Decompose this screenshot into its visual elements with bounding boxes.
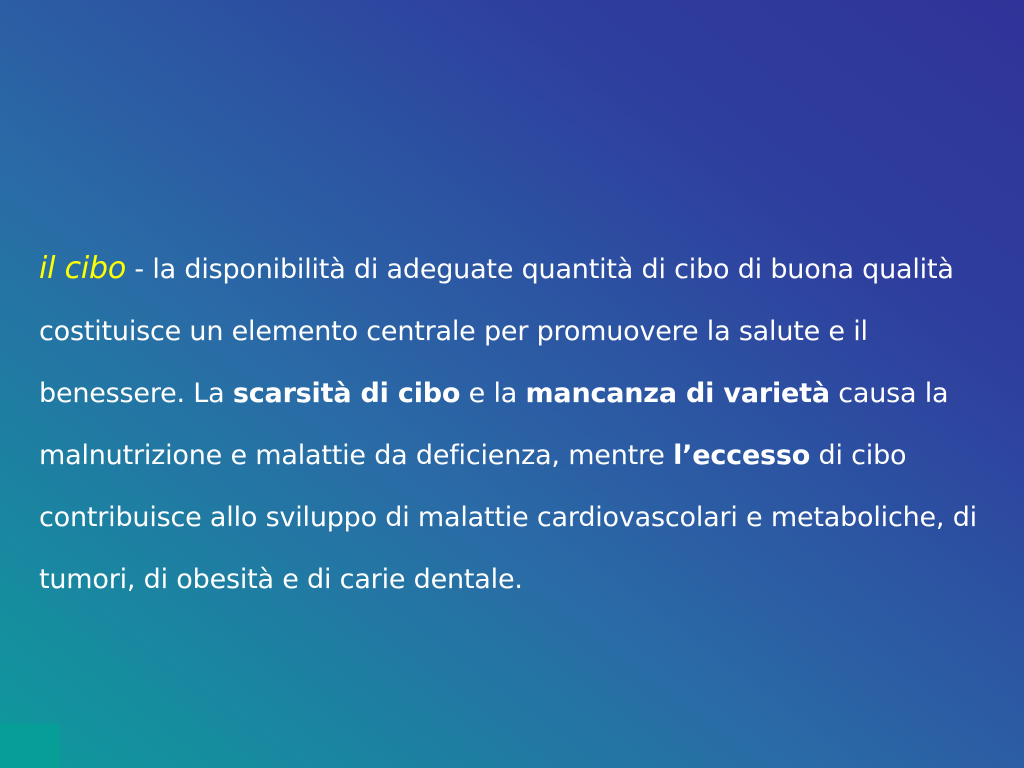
emphasis-lack-of-variety: mancanza di varietà [525,378,830,409]
text-segment: e la [460,378,526,409]
emphasis-food-scarcity: scarsità di cibo [232,378,461,409]
body-paragraph [39,238,999,611]
lead-term: il cibo [39,251,127,286]
text-segment: causa la malnutrizione e malattie da deficienza, mentre [39,378,949,471]
corner-decoration [0,724,60,768]
text-segment: di cibo contribuisce allo sviluppo di malattie cardiovascolari e metaboliche, di tumori, di obesità e di carie dentale. [39,440,977,595]
text-segment: - la disponibilità di adeguate quantità di cibo di buona qualità costituisce un elemento centrale per promuovere la salute e il benessere. La [39,254,954,409]
emphasis-excess: l’eccesso [673,440,811,471]
